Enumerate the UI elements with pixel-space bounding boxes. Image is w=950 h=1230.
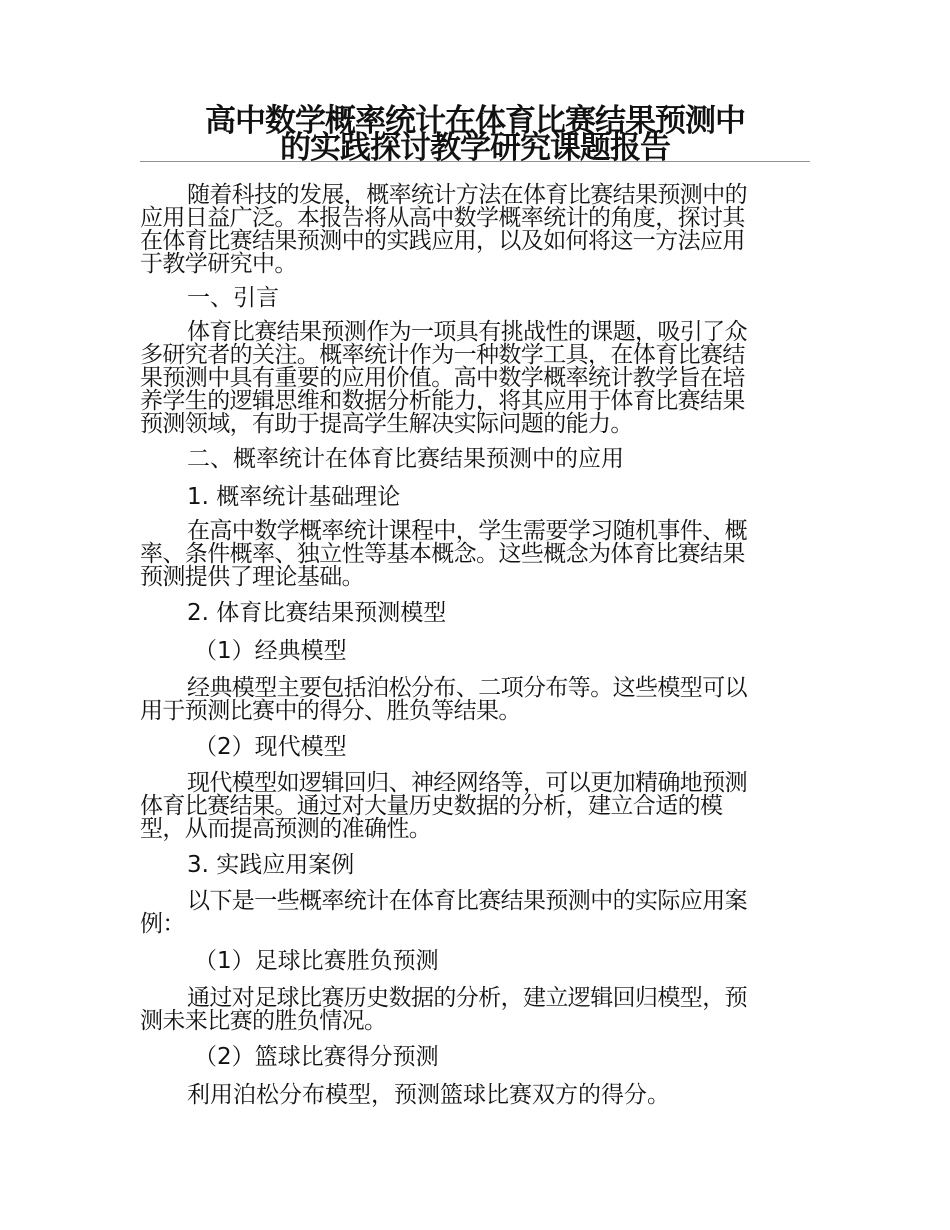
subsection-heading-cases: 3. 实践应用案例 xyxy=(187,852,355,878)
paragraph-line: 通过对足球比赛历史数据的分析，建立逻辑回归模型，预 xyxy=(187,985,748,1011)
paragraph-line: 率、条件概率、独立性等基本概念。这些概念为体育比赛结果 xyxy=(140,541,745,567)
paragraph-line: 果预测中具有重要的应用价值。高中数学概率统计教学旨在培 xyxy=(140,365,745,391)
paragraph-line: 于教学研究中。 xyxy=(140,251,297,277)
theory-paragraph xyxy=(140,520,810,589)
subsection-heading-theory: 1. 概率统计基础理论 xyxy=(187,484,401,510)
paragraph-line: 经典模型主要包括泊松分布、二项分布等。这些模型可以 xyxy=(187,675,748,701)
section-heading-introduction: 一、引言 xyxy=(187,285,279,311)
basketball-case-paragraph: 利用泊松分布模型，预测篮球比赛双方的得分。 xyxy=(187,1082,670,1108)
intro-paragraph xyxy=(140,184,810,276)
title-underline xyxy=(140,161,810,162)
case-heading-basketball: （2）篮球比赛得分预测 xyxy=(194,1044,439,1070)
section-heading-applications: 二、概率统计在体育比赛结果预测中的应用 xyxy=(187,446,624,472)
paragraph-line: 在高中数学概率统计课程中，学生需要学习随机事件、概 xyxy=(187,518,748,544)
paragraph-line: 例： xyxy=(140,911,185,937)
paragraph-line: 测未来比赛的胜负情况。 xyxy=(140,1008,387,1034)
paragraph-line: 多研究者的关注。概率统计作为一种数学工具，在体育比赛结 xyxy=(140,342,745,368)
paragraph-line: 预测提供了理论基础。 xyxy=(140,564,365,590)
modern-model-paragraph xyxy=(140,772,810,841)
document-title xyxy=(140,103,810,166)
paragraph-line: 随着科技的发展，概率统计方法在体育比赛结果预测中的 xyxy=(187,182,748,208)
classic-model-paragraph xyxy=(140,677,810,723)
paragraph-line: 现代模型如逻辑回归、神经网络等，可以更加精确地预测 xyxy=(187,770,748,796)
paragraph-line: 型，从而提高预测的准确性。 xyxy=(140,816,432,842)
cases-intro-paragraph xyxy=(140,890,810,936)
paragraph-line: 应用日益广泛。本报告将从高中数学概率统计的角度，探讨其 xyxy=(140,205,745,231)
introduction-paragraph xyxy=(140,321,810,436)
subsection-heading-models: 2. 体育比赛结果预测模型 xyxy=(187,600,447,626)
paragraph-line: 在体育比赛结果预测中的实践应用，以及如何将这一方法应用 xyxy=(140,228,745,254)
paragraph-line: 预测领域，有助于提高学生解决实际问题的能力。 xyxy=(140,411,633,437)
football-case-paragraph xyxy=(140,987,810,1033)
title-line-2: 的实践探讨教学研究课题报告 xyxy=(280,130,670,166)
paragraph-line: 体育比赛结果。通过对大量历史数据的分析，建立合适的模 xyxy=(140,793,723,819)
model-heading-classic: （1）经典模型 xyxy=(194,638,347,664)
paragraph-line: 养学生的逻辑思维和数据分析能力，将其应用于体育比赛结果 xyxy=(140,388,745,414)
paragraph-line: 用于预测比赛中的得分、胜负等结果。 xyxy=(140,698,521,724)
case-heading-football: （1）足球比赛胜负预测 xyxy=(194,948,439,974)
title-line-1: 高中数学概率统计在体育比赛结果预测中 xyxy=(205,103,745,139)
paragraph-line: 体育比赛结果预测作为一项具有挑战性的课题，吸引了众 xyxy=(187,319,748,345)
model-heading-modern: （2）现代模型 xyxy=(194,734,347,760)
paragraph-line: 以下是一些概率统计在体育比赛结果预测中的实际应用案 xyxy=(187,888,748,914)
